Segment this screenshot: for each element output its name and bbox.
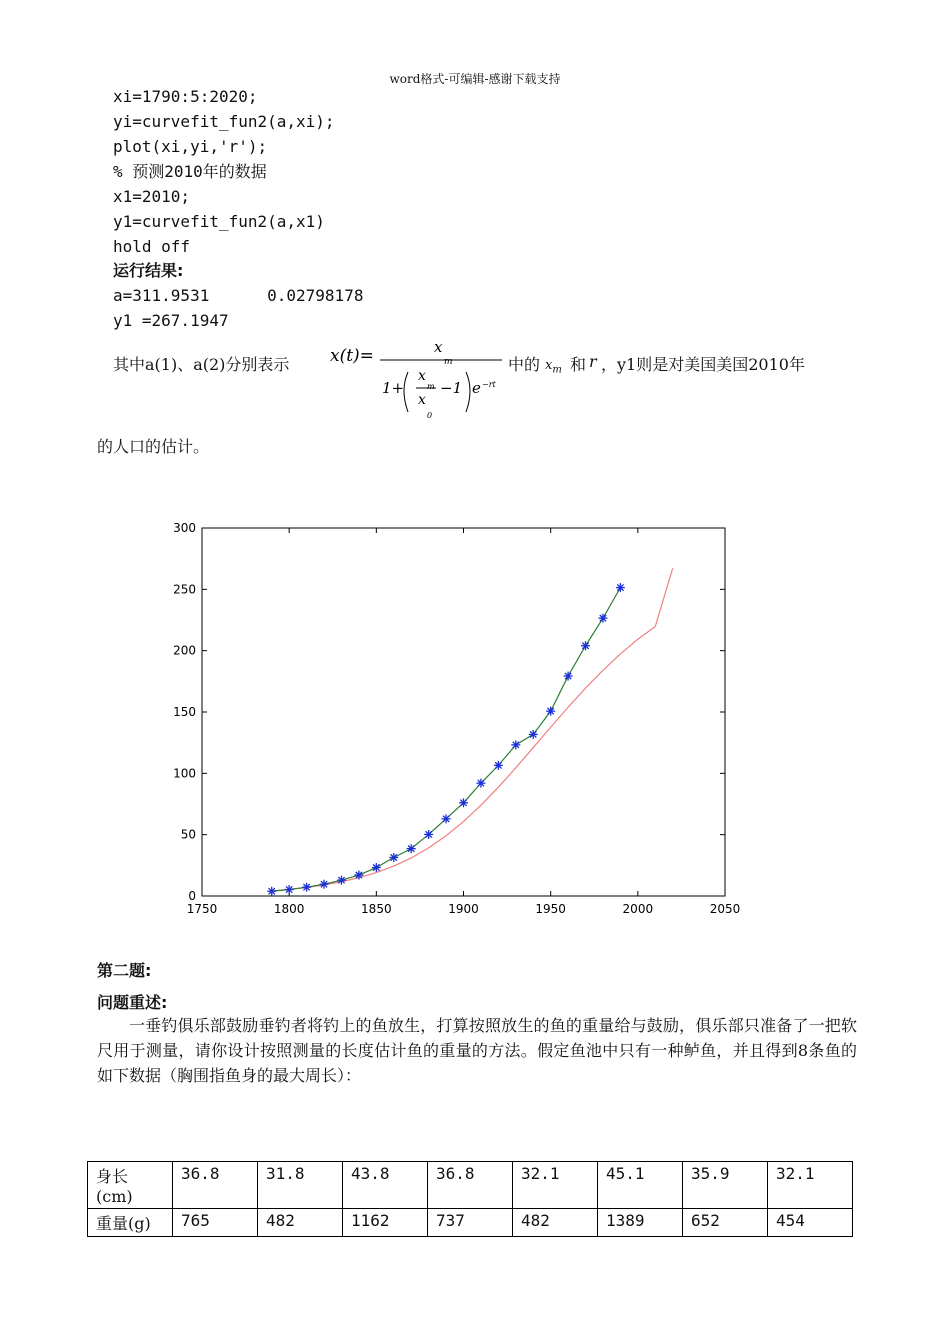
data-point-marker [285, 885, 294, 894]
formula-frac-top: x [418, 368, 426, 384]
y-tick-label: 150 [173, 705, 196, 719]
code-block [113, 84, 335, 259]
result-block [113, 258, 363, 333]
table-cell: 454 [768, 1209, 853, 1237]
y-tick-label: 0 [188, 889, 196, 903]
result-line: y1 =267.1947 [113, 311, 229, 330]
x-tick-label: 1950 [535, 902, 566, 916]
table-cell: 737 [428, 1209, 513, 1237]
logistic-formula [330, 342, 505, 426]
formula-paragraph-tail: 的人口的估计。 [97, 437, 210, 456]
y-tick-label: 100 [173, 766, 196, 781]
table-cell: 765 [173, 1209, 258, 1237]
y-tick-label: 250 [173, 582, 196, 597]
fitted-curve-line [272, 568, 673, 891]
data-point-marker [616, 583, 625, 592]
code-line: x1=2010; [113, 187, 191, 206]
data-point-marker [302, 883, 311, 892]
table-cell: 652 [683, 1209, 768, 1237]
data-point-marker [354, 871, 363, 880]
formula-exp-base: e [472, 379, 481, 397]
page-header: word格式-可编辑-感谢下载支持 [389, 72, 561, 86]
result-title: 运行结果: [113, 261, 184, 280]
r-symbol: r [589, 352, 597, 371]
formula-paragraph [113, 342, 853, 430]
formula-den-one: 1+ [382, 379, 405, 397]
restate-title: 问题重述: [97, 993, 168, 1012]
problem-paragraph: 一垂钓俱乐部鼓励垂钓者将钓上的鱼放生，打算按照放生的鱼的重量给与鼓励，俱乐部只准备了一把软尺用于测量，请你设计按照测量的长度估计鱼的重量的方法。假定鱼池中只有一种鲈鱼，并且得到8条鱼的如下数据（胸围指鱼身的最大周长）： [97, 1016, 857, 1085]
x-tick-label: 1850 [361, 902, 392, 916]
table-cell: 36.8 [428, 1162, 513, 1209]
formula-lhs: x(t)= [330, 346, 374, 366]
table-cell: 482 [513, 1209, 598, 1237]
table-cell: 1389 [598, 1209, 683, 1237]
x-tick-label: 1800 [273, 902, 305, 916]
data-point-marker [337, 876, 346, 885]
data-point-marker [267, 887, 276, 896]
code-line: xi=1790:5:2020; [113, 87, 258, 106]
table-cell: 31.8 [258, 1162, 343, 1209]
formula-frac-bot: x [418, 392, 426, 408]
y-tick-label: 300 [173, 521, 196, 535]
xm-symbol: $x_m$ [545, 358, 562, 376]
data-point-marker [389, 853, 398, 862]
formula-text-middle: 中的 [508, 355, 541, 374]
data-point-marker [564, 672, 573, 681]
result-line: a=311.9531 0.02798178 [113, 286, 364, 305]
formula-den-minus: −1 [440, 379, 463, 397]
formula-text-and: 和 [570, 355, 587, 374]
x-tick-label: 2050 [709, 902, 741, 916]
row-label: 身长(cm) [88, 1162, 173, 1209]
plot-frame [202, 528, 725, 896]
code-line: yi=curvefit_fun2(a,xi); [113, 112, 335, 131]
table-cell: 32.1 [513, 1162, 598, 1209]
data-point-marker [598, 614, 607, 623]
table-cell: 32.1 [768, 1162, 853, 1209]
code-line: plot(xi,yi,'r'); [113, 137, 268, 156]
table-cell: 35.9 [683, 1162, 768, 1209]
table-cell: 36.8 [173, 1162, 258, 1209]
table-row [88, 1209, 853, 1237]
data-point-marker [581, 641, 590, 650]
code-line: % 预测2010年的数据 [113, 162, 267, 181]
formula-frac-top-sub: m [427, 382, 435, 391]
formula-text-before: 其中a(1)、a(2)分别表示 [113, 355, 290, 374]
code-line: hold off [113, 237, 191, 256]
formula-frac-bot-sub: 0 [427, 411, 433, 420]
formula-num-sub: m [444, 357, 453, 367]
y-tick-label: 50 [180, 827, 196, 842]
formula-text-after: ，y1则是对美国美国2010年 [601, 355, 805, 374]
code-line: y1=curvefit_fun2(a,x1) [113, 212, 325, 231]
data-point-marker [546, 707, 555, 716]
table-cell: 43.8 [343, 1162, 428, 1209]
row-label: 重量(g) [88, 1209, 173, 1237]
table-cell: 45.1 [598, 1162, 683, 1209]
data-point-marker [320, 880, 329, 889]
table-cell: 482 [258, 1209, 343, 1237]
population-chart [160, 518, 760, 928]
table-cell: 1162 [343, 1209, 428, 1237]
x-tick-label: 1900 [448, 902, 479, 916]
formula-numerator: x [434, 342, 443, 356]
data-series-line [272, 588, 621, 892]
fish-data-table [87, 1161, 853, 1237]
table-row [88, 1162, 853, 1209]
x-tick-label: 1750 [186, 902, 218, 916]
data-point-marker [529, 730, 538, 739]
formula-exp-pow: −rt [482, 380, 496, 389]
section2-title: 第二题: [97, 961, 152, 980]
y-tick-label: 200 [173, 643, 196, 658]
data-point-marker [372, 863, 381, 872]
x-tick-label: 2000 [622, 902, 654, 916]
chart-svg [160, 518, 760, 928]
